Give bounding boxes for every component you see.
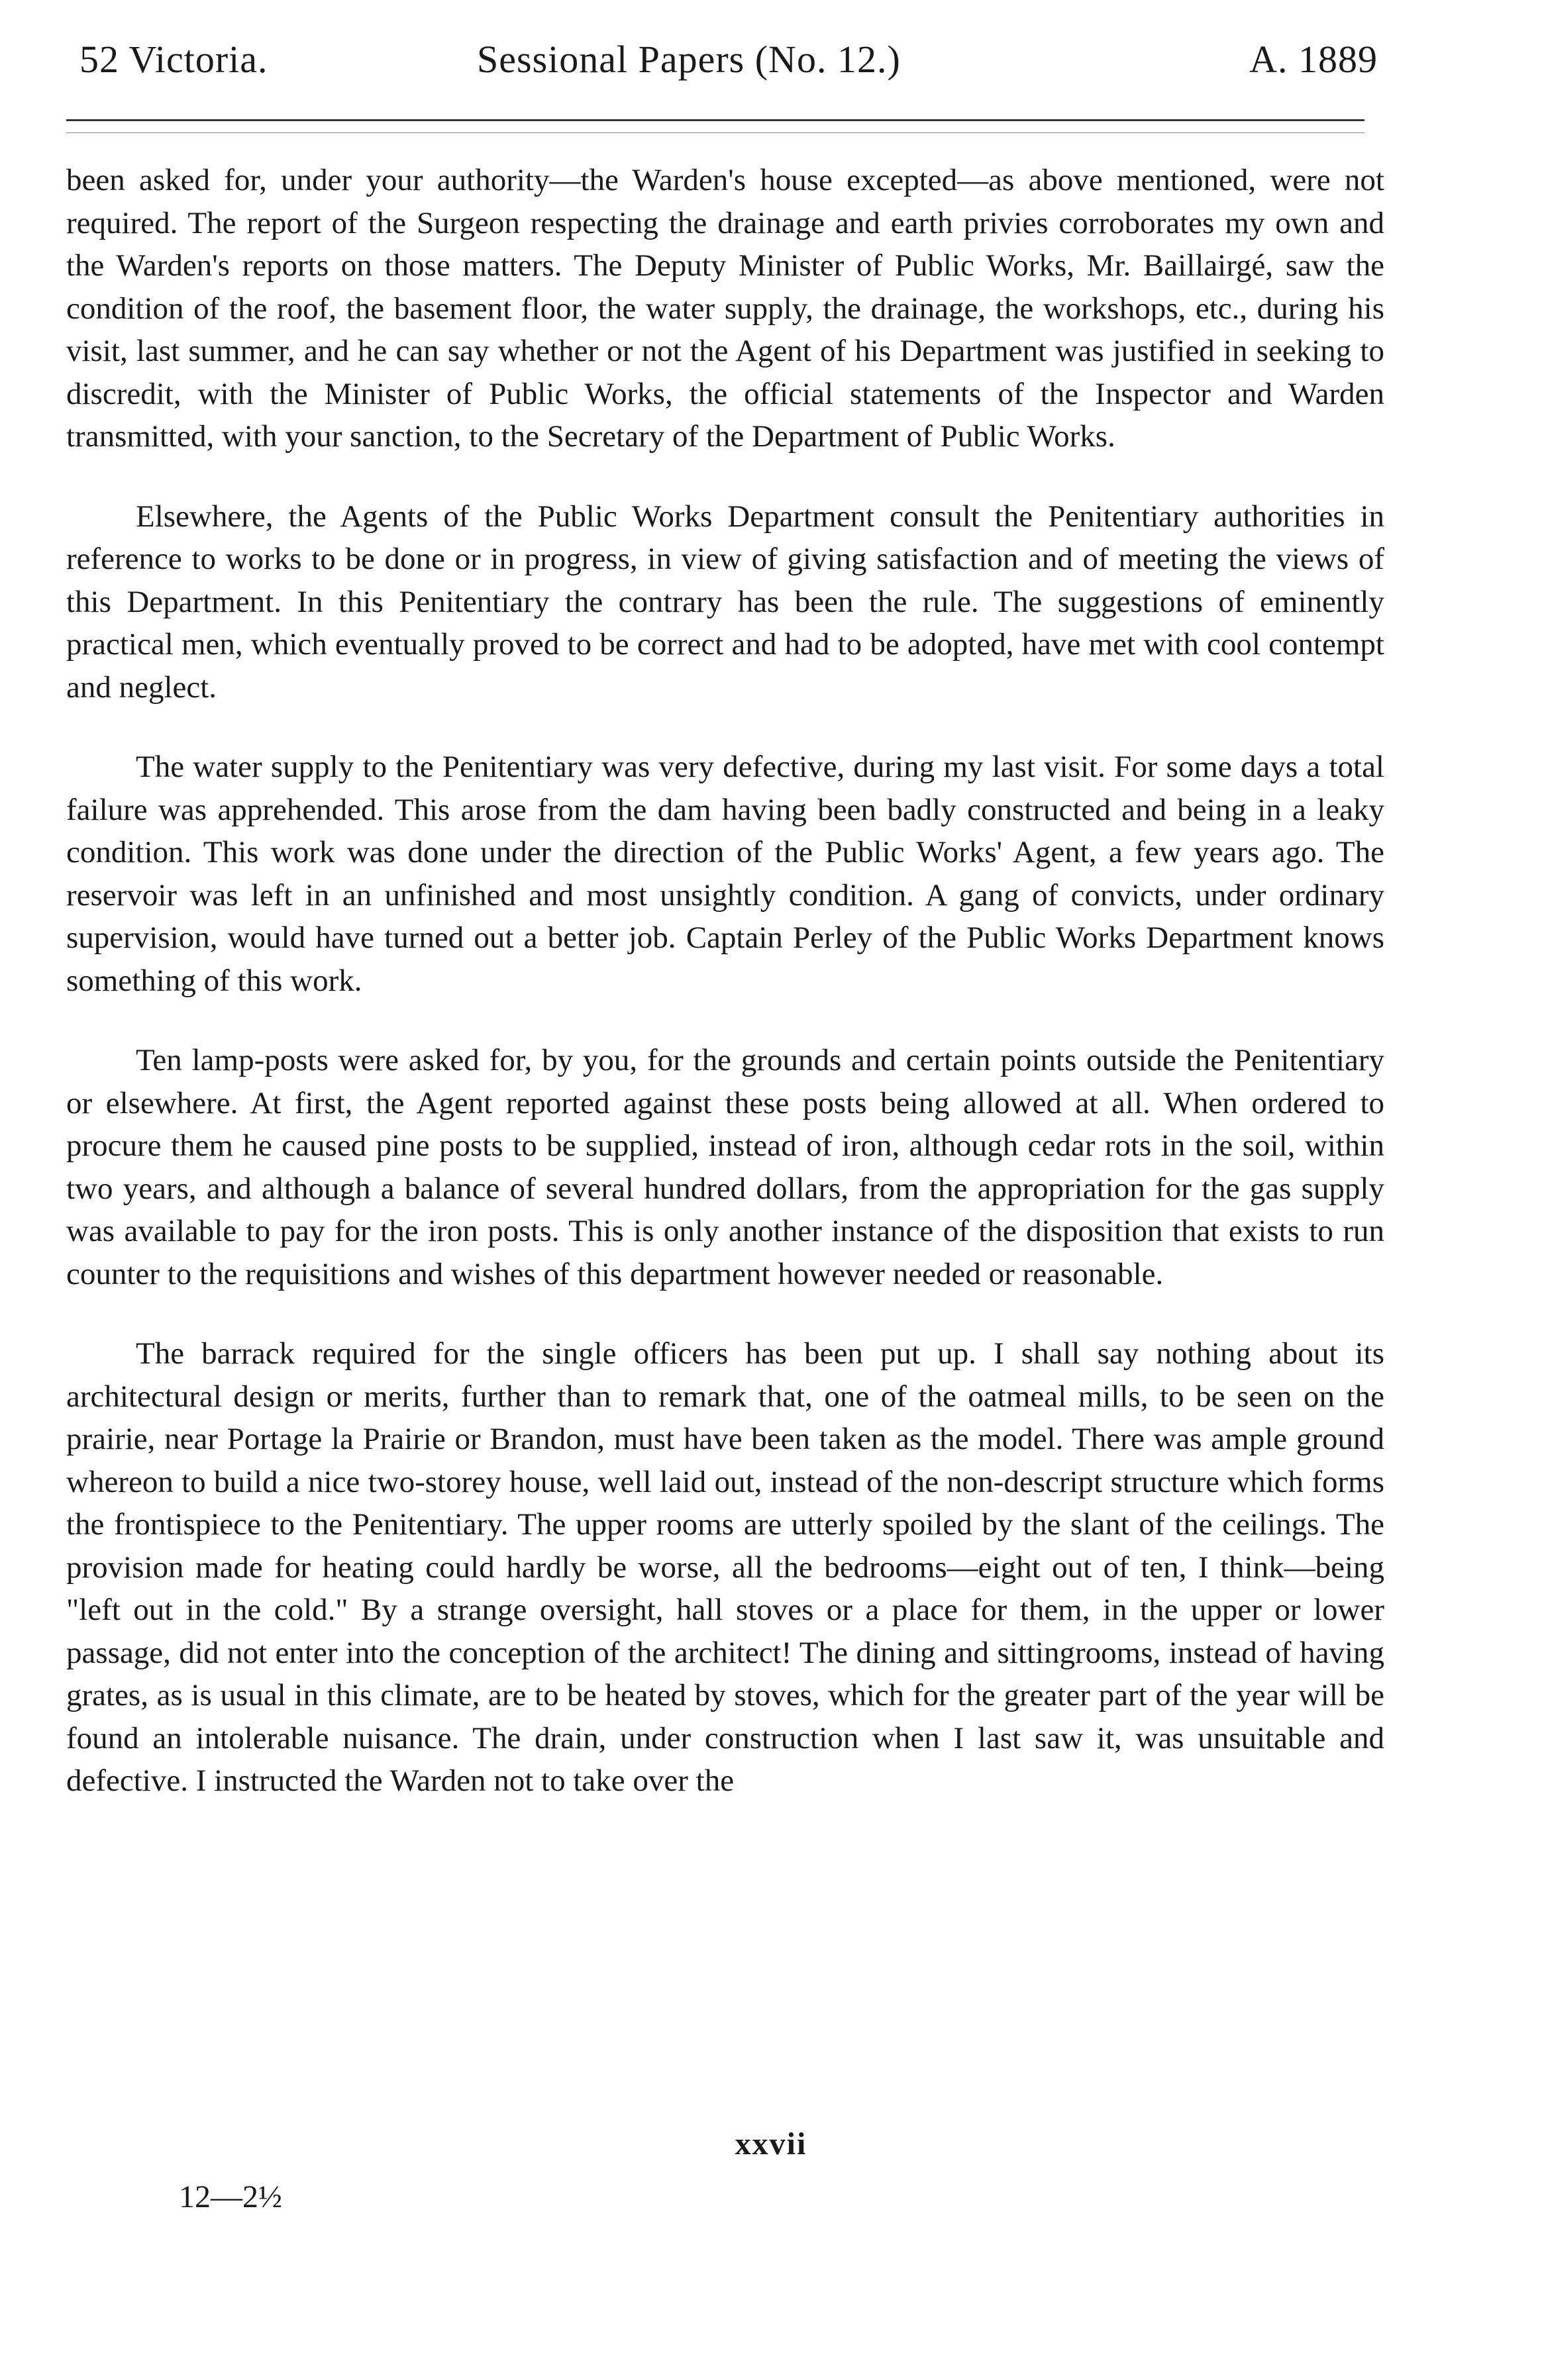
paragraph: Elsewhere, the Agents of the Public Works Department consult the Penitentiary authorities in reference to works to be done or in progress, in view of giving satisfaction and of meeting the views of this Department. In this Penitentiary the contrary has been the rule. The suggestions of eminently practical men, which eventually proved to be correct and had to be adopted, have met with cool contempt and neglect. (66, 499, 1384, 705)
header-rule-thin (66, 132, 1364, 133)
signature-mark: 12—2½ (179, 2179, 282, 2214)
header-year: A. 1889 (1249, 38, 1378, 81)
running-header (79, 36, 1378, 83)
paragraph: Ten lamp-posts were asked for, by you, for the grounds and certain points outside the Penitentiary or elsewhere. At first, the Agent reported against these posts being allowed at all. When ordered to procure them he caused pine posts to be supplied, instead of iron, although cedar rots in the soil, within two years, and although a balance of several hundred dollars, from the appropriation for the gas supply was available to pay for the iron posts. This is only another instance of the disposition that exists to run counter to the requisitions and wishes of this department however needed or reasonable. (66, 1043, 1384, 1291)
paragraph: The water supply to the Penitentiary was very defective, during my last visit. For some days a total failure was apprehended. This arose from the dam having been badly constructed and being in a leaky condition. This work was done under the direction of the Public Works' Agent, a few years ago. The reservoir was left in an unfinished and most unsightly condition. A gang of convicts, under ordinary supervision, would have turned out a better job. Captain Perley of the Public Works Department knows something of this work. (66, 750, 1384, 998)
header-session: 52 Victoria. (79, 38, 268, 81)
paragraph: been asked for, under your authority—the Warden's house excepted—as above mentioned, were not required. The report of the Surgeon respecting the drainage and earth privies corroborates my own and the Warden's reports on those matters. The Deputy Minister of Public Works, Mr. Baillairgé, saw the condition of the roof, the basement floor, the water supply, the drainage, the workshops, etc., during his visit, last summer, and he can say whether or not the Agent of his Department was justified in seeking to discredit, with the Minister of Public Works, the official statements of the Inspector and Warden transmitted, with your sanction, to the Secretary of the Department of Public Works. (66, 163, 1384, 454)
header-title: Sessional Papers (No. 12.) (477, 38, 901, 81)
paragraph: The barrack required for the single officers has been put up. I shall say nothing about its architectural design or merits, further than to remark that, one of the oatmeal mills, to be seen on the prairie, near Portage la Prairie or Brandon, must have been taken as the model. There was ample ground whereon to build a nice two-storey house, well laid out, instead of the non-descript structure which forms the frontispiece to the Penitentiary. The upper rooms are utterly spoiled by the slant of the ceilings. The provision made for heating could hardly be worse, all the bedrooms—eight out of ten, I think—being "left out in the cold." By a strange oversight, hall stoves or a place for them, in the upper or lower passage, did not enter into the conception of the architect! The dining and sittingrooms, instead of having grates, as is usual in this climate, are to be heated by stoves, which for the greater part of the year will be found an intolerable nuisance. The drain, under construction when I last saw it, was unsuitable and defective. I instructed the Warden not to take over the (66, 1336, 1384, 1798)
header-rule (66, 119, 1364, 121)
page-number: xxvii (735, 2126, 807, 2161)
body-text (66, 159, 1384, 1840)
